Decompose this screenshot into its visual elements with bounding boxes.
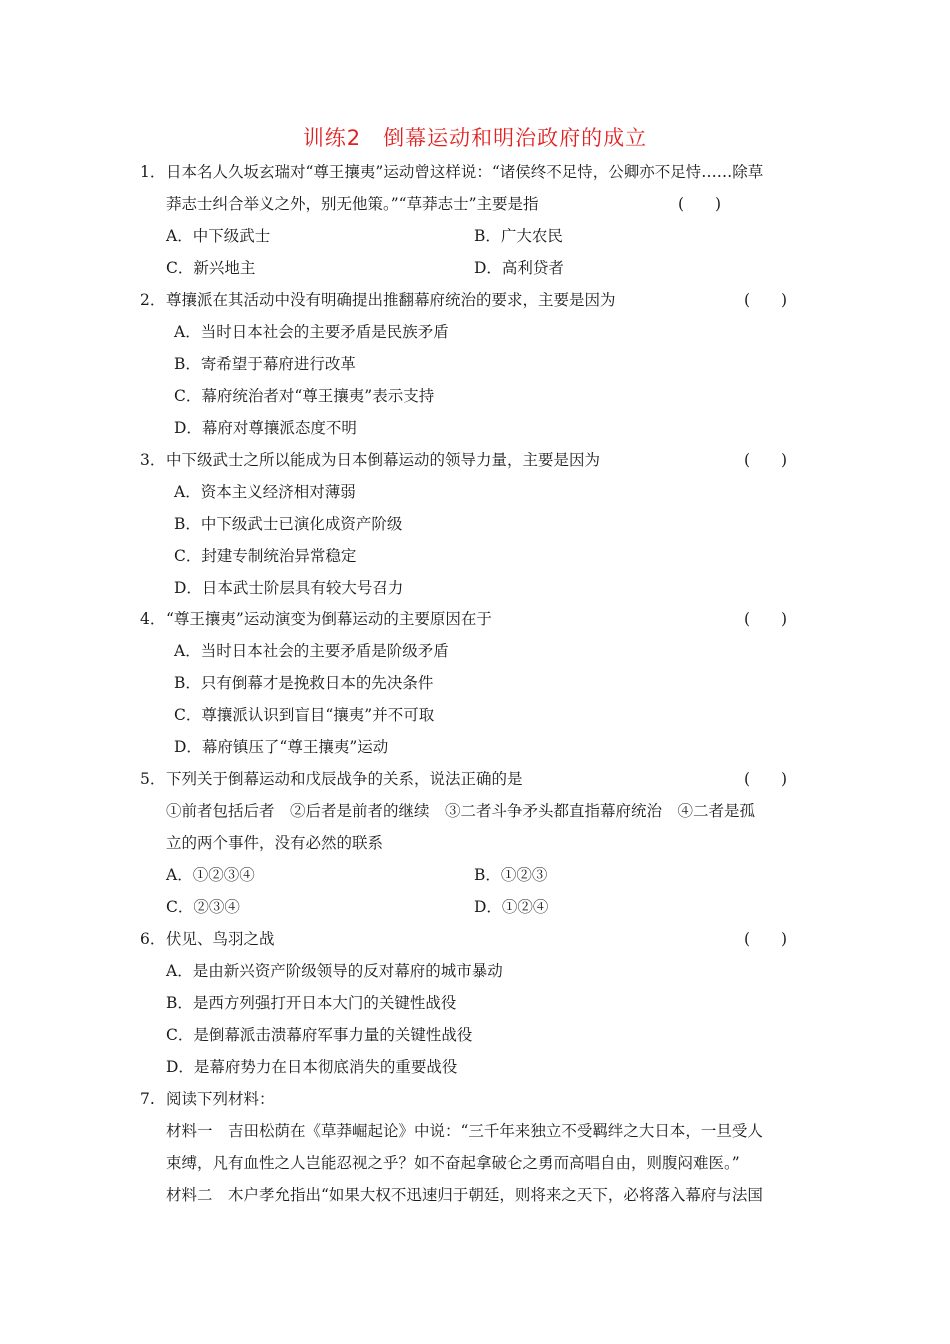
question-4-option-a: A．当时日本社会的主要矛盾是阶级矛盾	[174, 642, 449, 660]
question-6-option-a: A．是由新兴资产阶级领导的反对幕府的城市暴动	[166, 962, 503, 980]
question-2-number: 2．	[140, 291, 166, 309]
question-5-statements-line-2: 立的两个事件，没有必然的联系	[166, 834, 384, 852]
question-2-option-d: D．幕府对尊攘派态度不明	[174, 419, 357, 437]
question-1-option-a: A．中下级武士	[166, 227, 271, 245]
question-1-line-1: 1．日本名人久坂玄瑞对“尊王攘夷”运动曾这样说：“诸侯终不足恃，公卿亦不足恃……除草	[140, 163, 764, 181]
question-3-option-c: C．封建专制统治异常稳定	[174, 547, 357, 565]
question-5-answer-blank: ( )	[744, 770, 788, 788]
question-6-line-1: 6．伏见、鸟羽之战	[140, 930, 275, 948]
question-6-number: 6．	[140, 930, 166, 948]
question-3-option-d: D．日本武士阶层具有较大号召力	[174, 579, 404, 597]
question-7-material-1-line-1: 材料一 吉田松荫在《草莽崛起论》中说：“三千年来独立不受羁绊之大日本，一旦受人	[166, 1122, 763, 1140]
question-3-answer-blank: ( )	[744, 451, 788, 469]
question-2-option-a: A．当时日本社会的主要矛盾是民族矛盾	[174, 323, 449, 341]
question-4-number: 4．	[140, 610, 166, 628]
question-6-option-b: B．是西方列强打开日本大门的关键性战役	[166, 994, 457, 1012]
question-5-statements-line-1: ①前者包括后者 ②后者是前者的继续 ③二者斗争矛头都直指幕府统治 ④二者是孤	[166, 802, 756, 820]
question-7-material-1-line-2: 束缚，凡有血性之人岂能忍视之乎？如不奋起拿破仑之勇而高唱自由，则腹闷难医。”	[166, 1154, 740, 1172]
question-7-number: 7.	[140, 1090, 155, 1108]
question-5-option-c: C．②③④	[166, 898, 240, 916]
question-1-option-c: C．新兴地主	[166, 259, 256, 277]
question-1-line-2: 莽志士纠合举义之外，别无他策。”“草莽志士”主要是指	[166, 195, 539, 213]
page-title: 训练2 倒幕运动和明治政府的成立	[302, 126, 648, 150]
question-4-option-b: B．只有倒幕才是挽救日本的先决条件	[174, 674, 434, 692]
question-4-option-c: C．尊攘派认识到盲目“攘夷”并不可取	[174, 706, 435, 724]
question-1-number: 1．	[140, 163, 166, 181]
question-2-option-c: C．幕府统治者对“尊王攘夷”表示支持	[174, 387, 435, 405]
question-3-line-1: 3．中下级武士之所以能成为日本倒幕运动的领导力量，主要是因为	[140, 451, 601, 469]
question-6-option-c: C．是倒幕派击溃幕府军事力量的关键性战役	[166, 1026, 473, 1044]
question-3-option-a: A．资本主义经济相对薄弱	[174, 483, 356, 501]
question-2-answer-blank: ( )	[744, 291, 788, 309]
question-5-option-b: B．①②③	[474, 866, 548, 884]
question-3-number: 3．	[140, 451, 166, 469]
question-2-line-1: 2．尊攘派在其活动中没有明确提出推翻幕府统治的要求，主要是因为	[140, 291, 616, 309]
question-4-answer-blank: ( )	[744, 610, 788, 628]
question-3-option-b: B．中下级武士已演化成资产阶级	[174, 515, 403, 533]
question-1-answer-blank: ( )	[678, 195, 722, 213]
question-5-number: 5．	[140, 770, 166, 788]
question-1-option-d: D．高利贷者	[474, 259, 564, 277]
question-4-option-d: D．幕府镇压了“尊王攘夷”运动	[174, 738, 389, 756]
question-1-option-b: B．广大农民	[474, 227, 563, 245]
question-5-line-1: 5．下列关于倒幕运动和戊辰战争的关系，说法正确的是	[140, 770, 523, 788]
question-6-option-d: D．是幕府势力在日本彻底消失的重要战役	[166, 1058, 458, 1076]
question-7-material-2-line-1: 材料二 木户孝允指出“如果大权不迅速归于朝廷，则将来之天下，必将落入幕府与法国	[166, 1186, 763, 1204]
question-5-option-a: A．①②③④	[166, 866, 255, 884]
question-5-option-d: D．①②④	[474, 898, 549, 916]
question-6-answer-blank: ( )	[744, 930, 788, 948]
question-2-option-b: B．寄希望于幕府进行改革	[174, 355, 356, 373]
question-4-line-1: 4．“尊王攘夷”运动演变为倒幕运动的主要原因在于	[140, 610, 492, 628]
question-7-line-1: 7. 阅读下列材料：	[140, 1090, 275, 1108]
